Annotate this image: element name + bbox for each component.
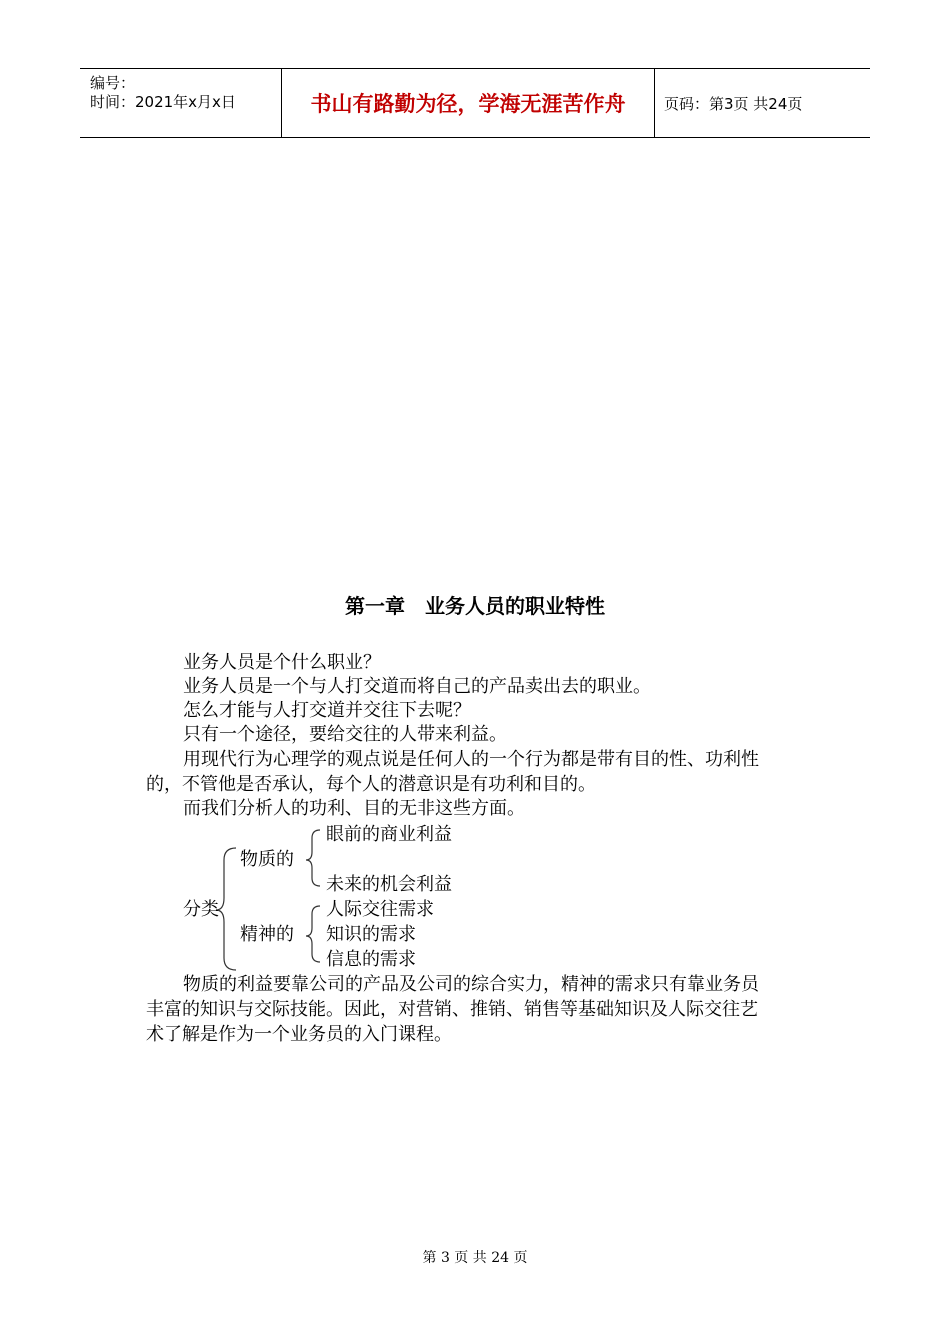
paragraph: 业务人员是一个与人打交道而将自己的产品卖出去的职业。 [183,676,651,697]
material-item: 眼前的商业利益 [326,824,452,845]
material-item: 未来的机会利益 [326,874,452,895]
material-brace [306,830,320,886]
root-brace [216,848,236,970]
classification-root: 分类 [183,899,219,920]
spiritual-item: 人际交往需求 [326,899,434,920]
page-footer: 第 3 页 共 24 页 [422,1250,528,1266]
header-page-info: 页码：第3页 共24页 [664,94,803,113]
paragraph: 只有一个途径，要给交往的人带来利益。 [183,724,507,745]
paragraph: 用现代行为心理学的观点说是任何人的一个行为都是带有目的性、功利性 [183,749,759,770]
header-motto: 书山有路勤为径，学海无涯苦作舟 [281,69,655,137]
chapter-title: 第一章 业务人员的职业特性 [345,594,605,618]
paragraph: 怎么才能与人打交道并交往下去呢？ [183,700,471,721]
spiritual-item: 信息的需求 [326,949,416,970]
spiritual-item: 知识的需求 [326,924,416,945]
date-label: 时间：2021年x月x日 [90,93,236,111]
spiritual-brace [306,906,320,962]
paragraph: 的，不管他是否承认，每个人的潜意识是有功利和目的。 [146,774,596,795]
paragraph: 业务人员是个什么职业？ [183,652,381,673]
spiritual-label: 精神的 [240,924,294,945]
paragraph: 丰富的知识与交际技能。因此，对营销、推销、销售等基础知识及人际交往艺 [146,999,758,1020]
paragraph: 物质的利益要靠公司的产品及公司的综合实力，精神的需求只有靠业务员 [183,974,759,995]
material-label: 物质的 [240,849,294,870]
paragraph: 而我们分析人的功利、目的无非这些方面。 [183,798,525,819]
paragraph: 术了解是作为一个业务员的入门课程。 [146,1024,452,1045]
code-label: 编号： [90,74,136,92]
